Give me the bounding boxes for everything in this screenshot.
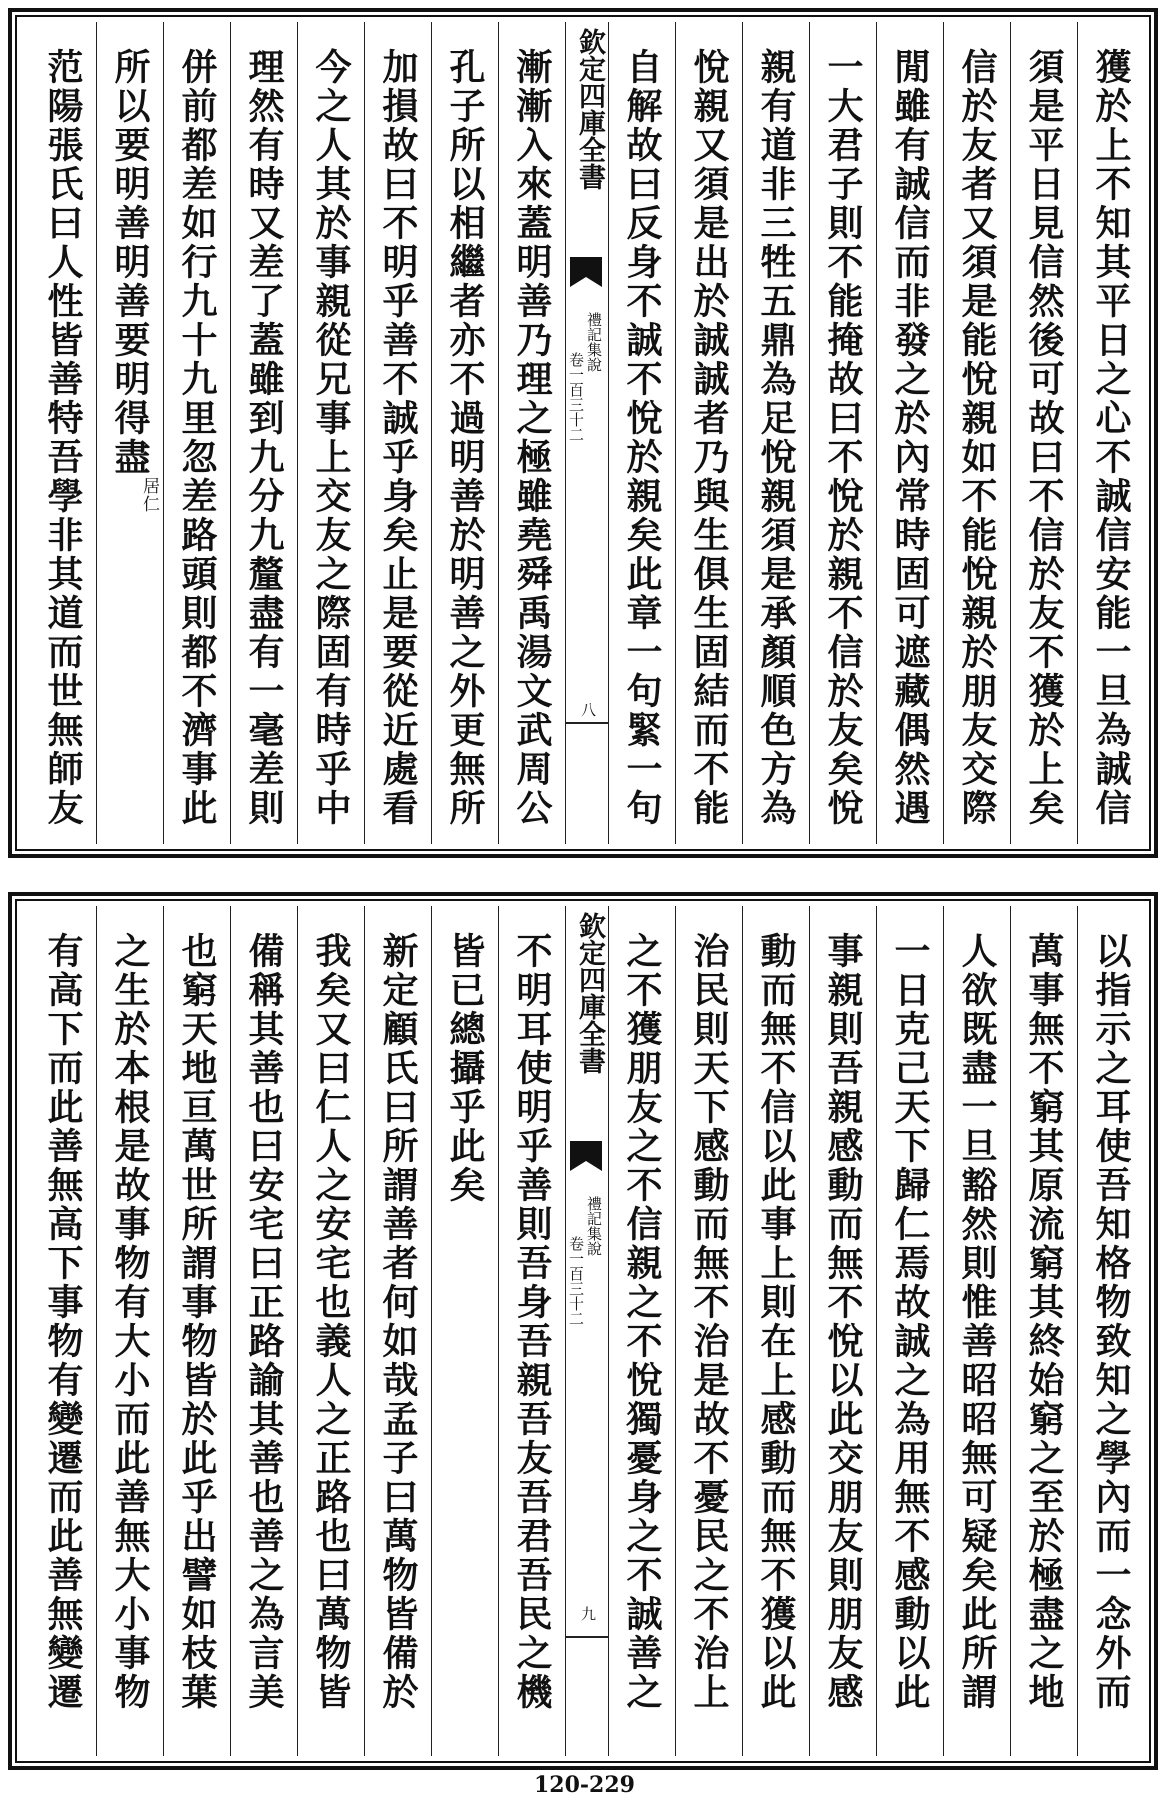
column-text: 親有道非三牲五鼎為足悅親須是承顏順色方為 [755,48,797,828]
text-column [943,22,1010,844]
column-text: 不明耳使明乎善則吾身吾親吾友吾君吾民之機 [511,932,553,1712]
text-column [431,22,498,844]
text-column [431,906,498,1756]
page-number: 八 [579,702,597,717]
column-text: 理然有時又差了蓋雖到九分九釐盡有一毫差則 [243,48,285,828]
column-text: 人欲既盡一旦豁然則惟善昭昭無可疑矣此所謂 [956,932,998,1712]
column-text: 信於友者又須是能悅親如不能悅親於朋友交際 [956,48,998,828]
text-column [876,22,943,844]
book-header: 欽定四庫全書 [574,28,605,190]
column-text: 所以要明善明善要明得盡 [109,48,151,477]
text-column [1010,906,1077,1756]
text-column [163,22,230,844]
text-column [742,906,809,1756]
column-text: 備稱其善也曰安宅曰正路諭其善也善之為言美 [243,932,285,1712]
text-column [675,22,742,844]
divider [566,722,608,724]
book-title: 禮記集說 [585,312,603,372]
column-text: 我矣又曰仁人之安宅也義人之正路也曰萬物皆 [310,932,352,1712]
column-text: 事親則吾親感動而無不悅以此交朋友則朋友感 [822,932,864,1712]
book-header: 欽定四庫全書 [574,912,605,1074]
text-column [876,906,943,1756]
column-text: 新定顧氏曰所謂善者何如哉孟子曰萬物皆備於 [377,932,419,1712]
column-text: 獲於上不知其平日之心不誠信安能一旦為誠信 [1090,48,1132,828]
text-column [96,22,163,844]
column-text: 治民則天下感動而無不治是故不憂民之不治上 [688,932,730,1712]
column-text: 一日克己天下歸仁焉故誠之為用無不感動以此 [889,932,931,1712]
author-note: 居仁 [139,477,159,513]
text-column [608,906,675,1756]
text-column [809,906,876,1756]
page-footer-number: 120-229 [534,1772,635,1798]
text-column [96,906,163,1756]
column-text: 閒雖有誠信而非發之於內常時固可遮藏偶然遇 [889,48,931,828]
column-text: 漸漸入來蓋明善乃理之極雖堯舜禹湯文武周公 [511,48,553,828]
fish-tail-mark-icon [570,257,602,291]
text-column [943,906,1010,1756]
column-text: 有高下而此善無高下事物有變遷而此善無變遷 [42,932,84,1712]
center-fold [565,906,608,1756]
column-text: 加損故曰不明乎善不誠乎身矣止是要從近處看 [377,48,419,828]
book-title: 禮記集說 [585,1196,603,1256]
text-column [29,906,96,1756]
column-text: 悅親又須是出於誠誠者乃與生俱生固結而不能 [688,48,730,828]
top-page [8,8,1158,858]
text-column [498,906,565,1756]
center-fold [565,22,608,844]
column-text: 范陽張氏曰人性皆善特吾學非其道而世無師友 [42,48,84,828]
column-text: 也窮天地亘萬世所謂事物皆於此乎出譬如枝葉 [176,932,218,1712]
text-column [297,906,364,1756]
column-text: 併前都差如行九十九里忽差路頭則都不濟事此 [176,48,218,828]
column-text: 萬事無不窮其原流窮其終始窮之至於極盡之地 [1023,932,1065,1712]
column-text: 一大君子則不能掩故曰不悅於親不信於友矣悅 [822,48,864,828]
text-column [809,22,876,844]
column-text: 之生於本根是故事物有大小而此善無大小事物 [109,932,151,1712]
top-columns [22,22,1144,844]
text-column [498,22,565,844]
column-text: 須是平日見信然後可故曰不信於友不獲於上矣 [1023,48,1065,828]
column-text: 之不獲朋友之不信親之不悅獨憂身之不誠善之 [621,932,663,1712]
text-column [675,906,742,1756]
column-text: 自解故曰反身不誠不悅於親矣此章一句緊一句 [621,48,663,828]
text-column [163,906,230,1756]
volume-number: 卷一百三十二 [567,1236,585,1326]
column-text: 今之人其於事親從兄事上交友之際固有時乎中 [310,48,352,828]
column-text: 皆已總攝乎此矣 [444,932,486,1205]
text-column [742,22,809,844]
bottom-page [8,892,1158,1770]
text-column [364,22,431,844]
divider [566,1636,608,1638]
column-text: 孔子所以相繼者亦不過明善於明善之外更無所 [444,48,486,828]
column-text: 動而無不信以此事上則在上感動而無不獲以此 [755,932,797,1712]
column-text: 以指示之耳使吾知格物致知之學內而一念外而 [1090,932,1132,1712]
text-column [29,22,96,844]
text-column [1077,22,1144,844]
fish-tail-mark-icon [570,1141,602,1175]
text-column [230,22,297,844]
text-column [1010,22,1077,844]
text-column [608,22,675,844]
text-column [1077,906,1144,1756]
bottom-columns [22,906,1144,1756]
page-number: 九 [579,1606,597,1621]
text-column [297,22,364,844]
volume-number: 卷一百三十二 [567,352,585,442]
text-column [364,906,431,1756]
text-column [230,906,297,1756]
